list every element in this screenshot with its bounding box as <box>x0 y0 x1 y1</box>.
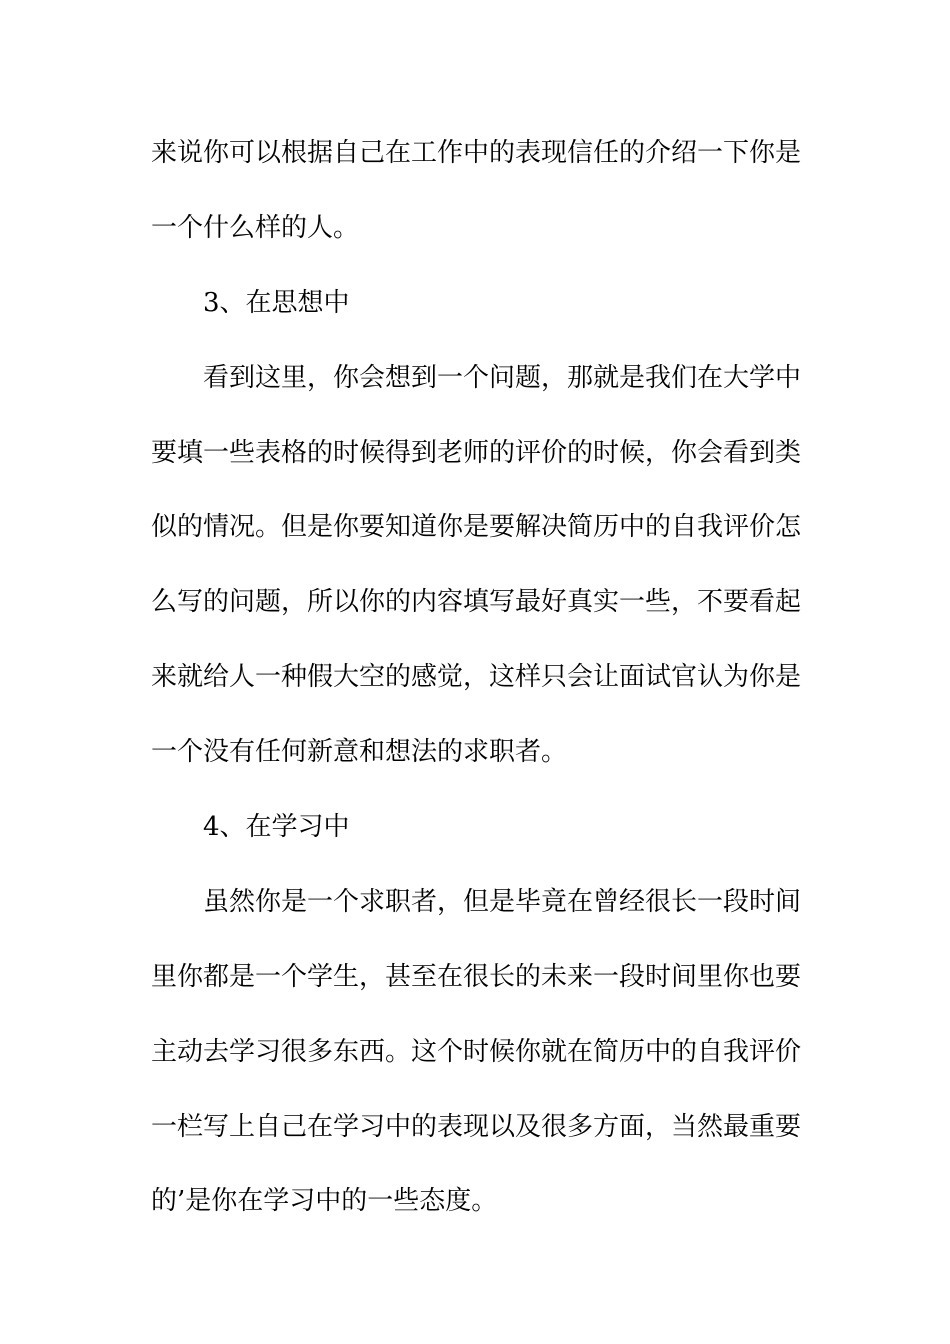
body-line: 里你都是一个学生，甚至在很长的未来一段时间里你也要 <box>151 961 802 992</box>
paragraph-start-line: 虽然你是一个求职者，但是毕竟在曾经很长一段时间 <box>203 886 802 917</box>
body-line: 一栏写上自己在学习中的表现以及很多方面，当然最重要 <box>151 1111 802 1142</box>
body-line: 一个什么样的人。 <box>151 212 360 243</box>
body-line: 主动去学习很多东西。这个时候你就在简历中的自我评价 <box>151 1036 802 1067</box>
section-heading-thinking: 3、在思想中 <box>203 287 350 318</box>
paragraph-start-line: 看到这里，你会想到一个问题，那就是我们在大学中 <box>203 362 802 393</box>
body-line: 来说你可以根据自己在工作中的表现信任的介绍一下你是 <box>151 138 802 168</box>
body-line: 么写的问题，所以你的内容填写最好真实一些，不要看起 <box>151 587 802 618</box>
body-line: 的’是你在学习中的一些态度。 <box>151 1186 498 1217</box>
section-heading-learning: 4、在学习中 <box>203 812 350 843</box>
body-line: 要填一些表格的时候得到老师的评价的时候，你会看到类 <box>151 437 802 468</box>
body-line: 似的情况。但是你要知道你是要解决简历中的自我评价怎 <box>151 512 802 543</box>
document-body <box>151 128 802 1251</box>
body-line: 一个没有任何新意和想法的求职者。 <box>151 737 568 768</box>
body-line: 来就给人一种假大空的感觉，这样只会让面试官认为你是 <box>151 662 802 693</box>
